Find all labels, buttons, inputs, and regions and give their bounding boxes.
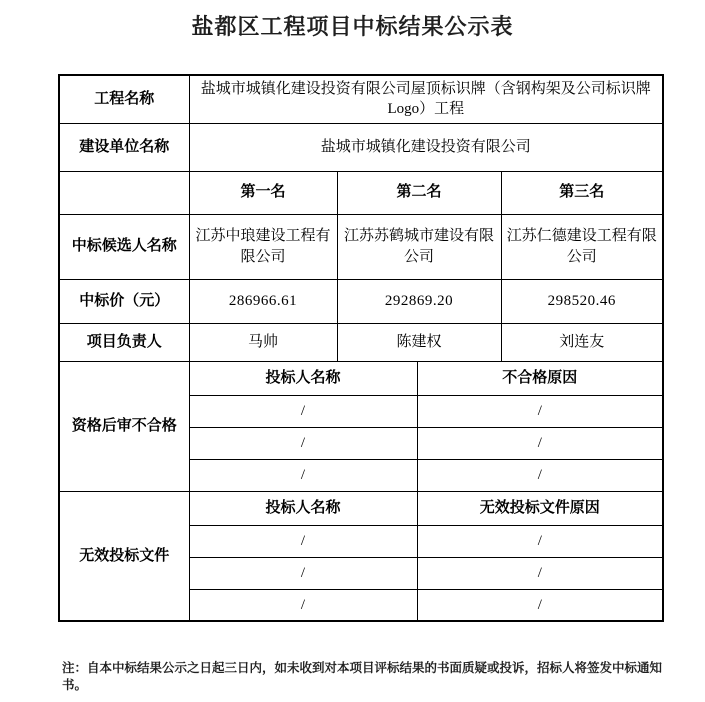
qualification-section-label: 资格后审不合格	[59, 361, 189, 491]
owner-value: 盐城市城镇化建设投资有限公司	[189, 123, 663, 171]
table-row-candidates	[59, 214, 663, 279]
table-row-managers	[59, 323, 663, 361]
qualification-bidder-3: /	[189, 459, 417, 491]
qualification-bidder-header: 投标人名称	[189, 361, 417, 395]
footer-note: 注：自本中标结果公示之日起三日内，如未收到对本项目评标结果的书面质疑或投诉，招标人将签发中标通知书。	[62, 661, 663, 692]
rank-empty-cell	[59, 171, 189, 214]
page-title: 盐都区工程项目中标结果公示表	[191, 14, 514, 39]
invalid-bidder-2: /	[189, 557, 417, 589]
table-row-rank-headers	[59, 171, 663, 214]
invalid-section-label: 无效投标文件	[59, 491, 189, 621]
qualification-bidder-2: /	[189, 427, 417, 459]
invalid-reason-header: 无效投标文件原因	[417, 491, 663, 525]
qualification-reason-3: /	[417, 459, 663, 491]
invalid-bidder-header: 投标人名称	[189, 491, 417, 525]
manager-2: 陈建权	[337, 323, 501, 361]
candidate-3: 江苏仁德建设工程有限公司	[501, 214, 663, 279]
qualification-subheader-row	[59, 361, 663, 395]
rank-header-first: 第一名	[189, 171, 337, 214]
candidates-label: 中标候选人名称	[59, 214, 189, 279]
invalid-bidder-1: /	[189, 525, 417, 557]
price-1: 286966.61	[189, 279, 337, 323]
project-name-label: 工程名称	[59, 75, 189, 123]
candidate-2: 江苏苏鹤城市建设有限公司	[337, 214, 501, 279]
price-2: 292869.20	[337, 279, 501, 323]
table-row-owner	[59, 123, 663, 171]
candidate-1: 江苏中琅建设工程有限公司	[189, 214, 337, 279]
manager-3: 刘连友	[501, 323, 663, 361]
rank-header-second: 第二名	[337, 171, 501, 214]
qualification-reason-2: /	[417, 427, 663, 459]
rank-header-third: 第三名	[501, 171, 663, 214]
table-row-project-name	[59, 75, 663, 123]
qualification-reason-header: 不合格原因	[417, 361, 663, 395]
invalid-subheader-row	[59, 491, 663, 525]
invalid-reason-2: /	[417, 557, 663, 589]
invalid-bidder-3: /	[189, 589, 417, 621]
qualification-reason-1: /	[417, 395, 663, 427]
invalid-reason-3: /	[417, 589, 663, 621]
price-3: 298520.46	[501, 279, 663, 323]
table-row-prices	[59, 279, 663, 323]
manager-1: 马帅	[189, 323, 337, 361]
owner-label: 建设单位名称	[59, 123, 189, 171]
invalid-reason-1: /	[417, 525, 663, 557]
bid-result-table	[58, 74, 664, 622]
project-name-value: 盐城市城镇化建设投资有限公司屋顶标识牌（含钢构架及公司标识牌 Logo）工程	[189, 75, 663, 123]
manager-label: 项目负责人	[59, 323, 189, 361]
qualification-bidder-1: /	[189, 395, 417, 427]
price-label: 中标价（元）	[59, 279, 189, 323]
